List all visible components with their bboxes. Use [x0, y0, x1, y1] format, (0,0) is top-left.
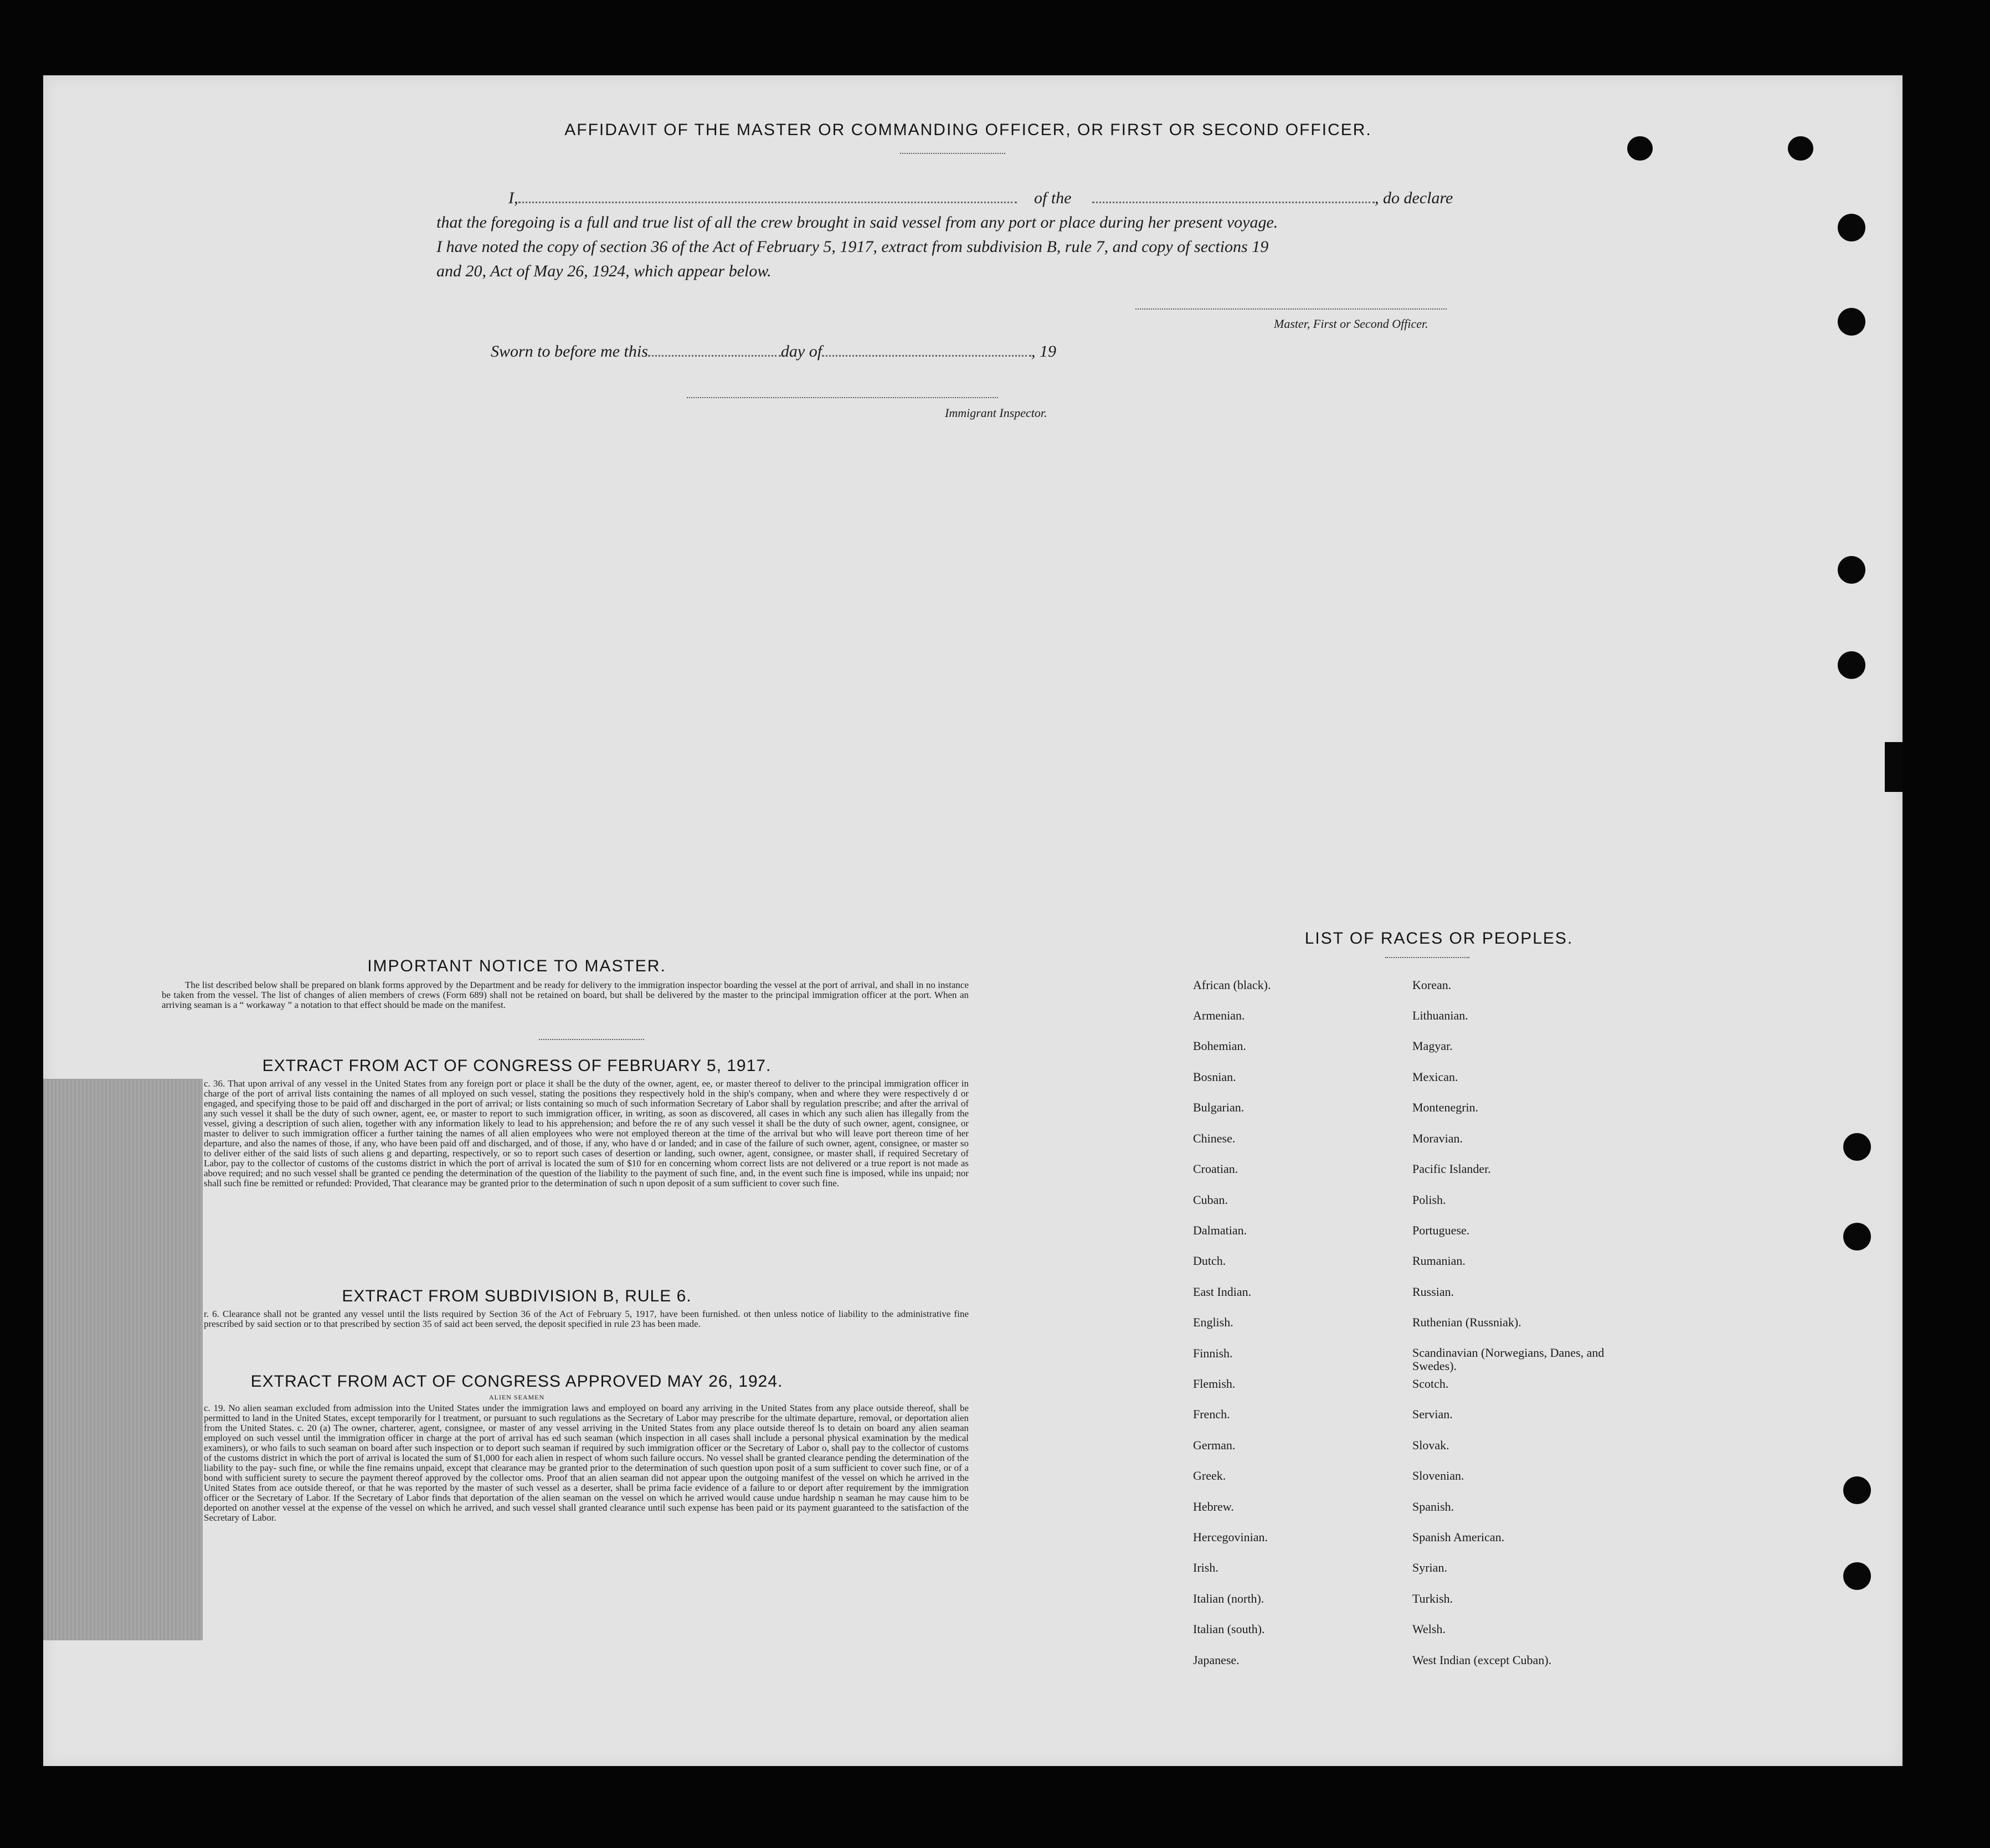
races-rule — [1385, 957, 1469, 958]
race-item: Rumanian. — [1412, 1254, 1465, 1268]
race-item: Flemish. — [1193, 1377, 1236, 1391]
affidavit-text — [436, 186, 1528, 284]
punch-hole — [1843, 1476, 1871, 1504]
inspector-caption: Immigrant Inspector. — [945, 406, 1047, 420]
races-title: LIST OF RACES OR PEOPLES. — [1304, 929, 1574, 948]
inspector-signature-line — [687, 397, 998, 398]
race-item: East Indian. — [1193, 1285, 1252, 1299]
race-item: Portuguese. — [1412, 1223, 1470, 1237]
race-item: African (black). — [1193, 978, 1271, 992]
punch-hole — [1843, 1562, 1871, 1590]
title-rule — [900, 153, 1005, 154]
sworn-year: , 19 — [1031, 342, 1057, 361]
race-item: Servian. — [1412, 1407, 1453, 1421]
punch-hole — [1838, 651, 1865, 679]
master-caption: Master, First or Second Officer. — [1274, 317, 1428, 331]
race-item: Japanese. — [1193, 1653, 1240, 1667]
race-item: Spanish American. — [1412, 1530, 1505, 1544]
affidavit-line-3: I have noted the copy of section 36 of the Act of February 5, 1917, extract from subdivision B, rule 7, and copy of sections 19 — [436, 238, 1269, 256]
race-item: Mexican. — [1412, 1070, 1458, 1084]
race-item: Slovak. — [1412, 1438, 1449, 1452]
punch-hole — [1788, 136, 1813, 161]
alien-seamen-subhead: ALIEN SEAMEN — [488, 1393, 545, 1401]
race-item: Moravian. — [1412, 1131, 1463, 1145]
race-item: Greek. — [1193, 1469, 1226, 1482]
punch-hole — [1838, 556, 1865, 584]
race-item: Cuban. — [1193, 1193, 1228, 1207]
punch-hole — [1843, 1223, 1871, 1250]
race-item: Welsh. — [1412, 1622, 1446, 1636]
sworn-line — [491, 342, 1056, 361]
race-item: Dalmatian. — [1193, 1223, 1247, 1237]
extract-1924-title: EXTRACT FROM ACT OF CONGRESS APPROVED MAY 26, 1924. — [250, 1372, 783, 1391]
race-item: Bohemian. — [1193, 1039, 1246, 1053]
declare-end: , do declare — [1375, 189, 1453, 207]
race-item: Korean. — [1412, 978, 1452, 992]
race-item: Chinese. — [1193, 1131, 1236, 1145]
race-item: Scandinavian (Norwegians, Danes, and Swedes). — [1412, 1346, 1605, 1373]
extract-rule6-title: EXTRACT FROM SUBDIVISION B, RULE 6. — [342, 1287, 692, 1305]
race-item: Italian (south). — [1193, 1622, 1265, 1636]
declare-of-the: of the — [1034, 189, 1072, 207]
race-item: Dutch. — [1193, 1254, 1226, 1268]
race-item: Bosnian. — [1193, 1070, 1236, 1084]
race-item: Hebrew. — [1193, 1500, 1234, 1514]
punch-hole — [1838, 308, 1865, 336]
race-item: West Indian (except Cuban). — [1412, 1653, 1552, 1667]
punch-hole — [1838, 214, 1865, 241]
race-item: Magyar. — [1412, 1039, 1453, 1053]
race-item: Scotch. — [1412, 1377, 1449, 1391]
month-blank — [822, 355, 1031, 357]
race-item: Finnish. — [1193, 1346, 1233, 1360]
race-item: Lithuanian. — [1412, 1008, 1468, 1022]
race-item: Russian. — [1412, 1285, 1454, 1299]
sworn-prefix: Sworn to before me this — [491, 342, 648, 361]
notice-rule — [539, 1039, 644, 1040]
master-signature-line — [1135, 308, 1447, 310]
extract-1917-title: EXTRACT FROM ACT OF CONGRESS OF FEBRUARY 5, 1917. — [262, 1057, 772, 1075]
race-item: Turkish. — [1412, 1592, 1453, 1605]
race-item: Italian (north). — [1193, 1592, 1264, 1605]
race-item: Irish. — [1193, 1561, 1218, 1574]
affidavit-line-4: and 20, Act of May 26, 1924, which appear below. — [436, 262, 772, 280]
declare-i: I, — [508, 189, 518, 207]
race-item: German. — [1193, 1438, 1236, 1452]
race-item: English. — [1193, 1315, 1233, 1329]
race-item: Pacific Islander. — [1412, 1162, 1491, 1176]
race-item: Hercegovinian. — [1193, 1530, 1268, 1544]
tape-strip — [43, 1079, 203, 1640]
race-item: Croatian. — [1193, 1162, 1238, 1176]
race-item: Slovenian. — [1412, 1469, 1464, 1482]
document-page — [43, 75, 1902, 1766]
notice-title: IMPORTANT NOTICE TO MASTER. — [367, 957, 666, 975]
affidavit-line-2: that the foregoing is a full and true list of all the crew brought in said vessel from any port or place during her present voyage. — [436, 213, 1278, 231]
race-item: Bulgarian. — [1193, 1100, 1245, 1114]
race-item: Ruthenian (Russniak). — [1412, 1315, 1521, 1329]
race-item: Spanish. — [1412, 1500, 1454, 1514]
punch-hole — [1843, 1133, 1871, 1161]
notice-body: The list described below shall be prepared on blank forms approved by the Department and be ready for delivery to the immigration inspector boarding the vessel at the port of arrival, and shall in no instance be taken from the vessel. The list of changes of alien members of crews (Form 689) shall not be retained on board, but shall be delivered by the master to the principal immigration officer at the port. When an arriving seaman is a “ workaway ” a notation to that effect should be made on the manifest. — [162, 980, 969, 1010]
race-item: Syrian. — [1412, 1561, 1447, 1574]
sworn-day-of: day of — [780, 342, 822, 361]
punch-hole — [1627, 136, 1653, 161]
vessel-blank — [1092, 202, 1375, 203]
day-blank — [648, 355, 781, 357]
extract-rule6-body: r. 6. Clearance shall not be granted any vessel until the lists required by Section 36 of the Act of February 5, 1917, have been furnished. ot then unless notice of liability to the administrative fine prescribed by said section or to that prescribed by section 35 of said act been served, the deposit specified in rule 23 has been made. — [204, 1309, 969, 1329]
extract-1924-body: c. 19. No alien seaman excluded from admission into the United States under the immigration laws and employed on board any arriving in the United States from any place outside thereof, shall be permitted to land in the United States, except temporarily for l treatment, or pursuant to such regulations as the Secretary of Labor may prescribe for the ultimate departure, removal, or deportation alien from the United States. c. 20 (a) The owner, charterer, agent, consignee, or master of any vessel arriving in the United States from any place outside thereof ls to detain on board any alien seaman employed on such vessel until the immigration officer in charge at the port of arrival has ed such seaman (which inspection in all cases shall include a personal physical examination by the medical examiners), or who fails to such seaman on board after such inspection or to deport such seaman if required by such immigration officer or the Secretary of Labor o, shall pay to the collector of customs of the customs district in which the port of arrival is located the sum of $1,000 for each alien in respect of whom such failure occurs. No vessel shall be granted clearance pending the determination of the liability to the pay- such fine, or while the fine remains unpaid, except that clearance may be granted prior to the determination of such question upon posit of a sum sufficient to cover such fine, or of a bond with sufficient surety to secure the payment thereof approved by the collector oms. Proof that an alien seaman did not appear upon the outgoing manifest of the vessel on which he arrived in the United States from ace outside thereof, or that he was reported by the master of such vessel as a deserter, shall be prima facie evidence of a failure to or deport after requirement by the immigration officer or the Secretary of Labor. If the Secretary of Labor finds that deportation of the alien seaman on the vessel on which he arrived would cause undue hardship n seaman he may cause him to be deported on another vessel at the expense of the vessel on which he arrived, and such vessel shall granted clearance until such expense has been paid or its payment guaranteed to the satisfaction of the Secretary of Labor. — [204, 1403, 969, 1523]
race-item: Montenegrin. — [1412, 1100, 1479, 1114]
page-tab — [1885, 742, 1902, 792]
race-item: French. — [1193, 1407, 1230, 1421]
race-item: Armenian. — [1193, 1008, 1245, 1022]
affidavit-title: AFFIDAVIT OF THE MASTER OR COMMANDING OFFICER, OR FIRST OR SECOND OFFICER. — [564, 121, 1372, 139]
extract-1917-body: c. 36. That upon arrival of any vessel in the United States from any foreign port or place it shall be the duty of the owner, agent, ee, or master thereof to deliver to the principal immigration officer in charge of the port of arrival lists containing the names of all mployed on such vessel, stating the positions they respectively hold in the ship's company, when and where they were respectively d or engaged, and specifying those to be paid off and discharged in the port of arrival; or lists containing so much of such information Secretary of Labor shall by regulation prescribe; and after the arrival of any such vessel it shall be the duty of such owner, agent, ee, or master to report to such immigration officer, in writing, as soon as discovered, all cases in which any such alien has illegally from the vessel, giving a description of such alien, together with any information likely to lead to his apprehension; and before the re of any such vessel it shall be the duty of such owner, agent, consignee, or master to deliver to such immigration officer a further taining the names of all alien employees who were not employed thereon at the time of the arrival but who will leave port thereon time of her departure, and also the names of those, if any, who have been paid off and discharged, and of those, if any, who have d or landed; and in case of the failure of such owner, agent, consignee, or master so to deliver either of the said lists of such aliens g and departing, respectively, or so to report such cases of desertion or landing, such owner, agent, consignee, or master shall, if required Secretary of Labor, pay to the collector of customs of the customs district in which the port of arrival is located the sum of $10 for en concerning whom correct lists are not delivered or a true report is not made as above required; and no such vessel shall be granted ce pending the determination of the question of the liability to the payment of such fine, and, in the event such fine is imposed, while ins unpaid; nor shall such fine be remitted or refunded: Provided, That clearance may be granted prior to the determination of such n upon deposit of a sum sufficient to cover such fine. — [204, 1078, 969, 1188]
race-item: Polish. — [1412, 1193, 1446, 1207]
name-blank — [518, 202, 1017, 203]
